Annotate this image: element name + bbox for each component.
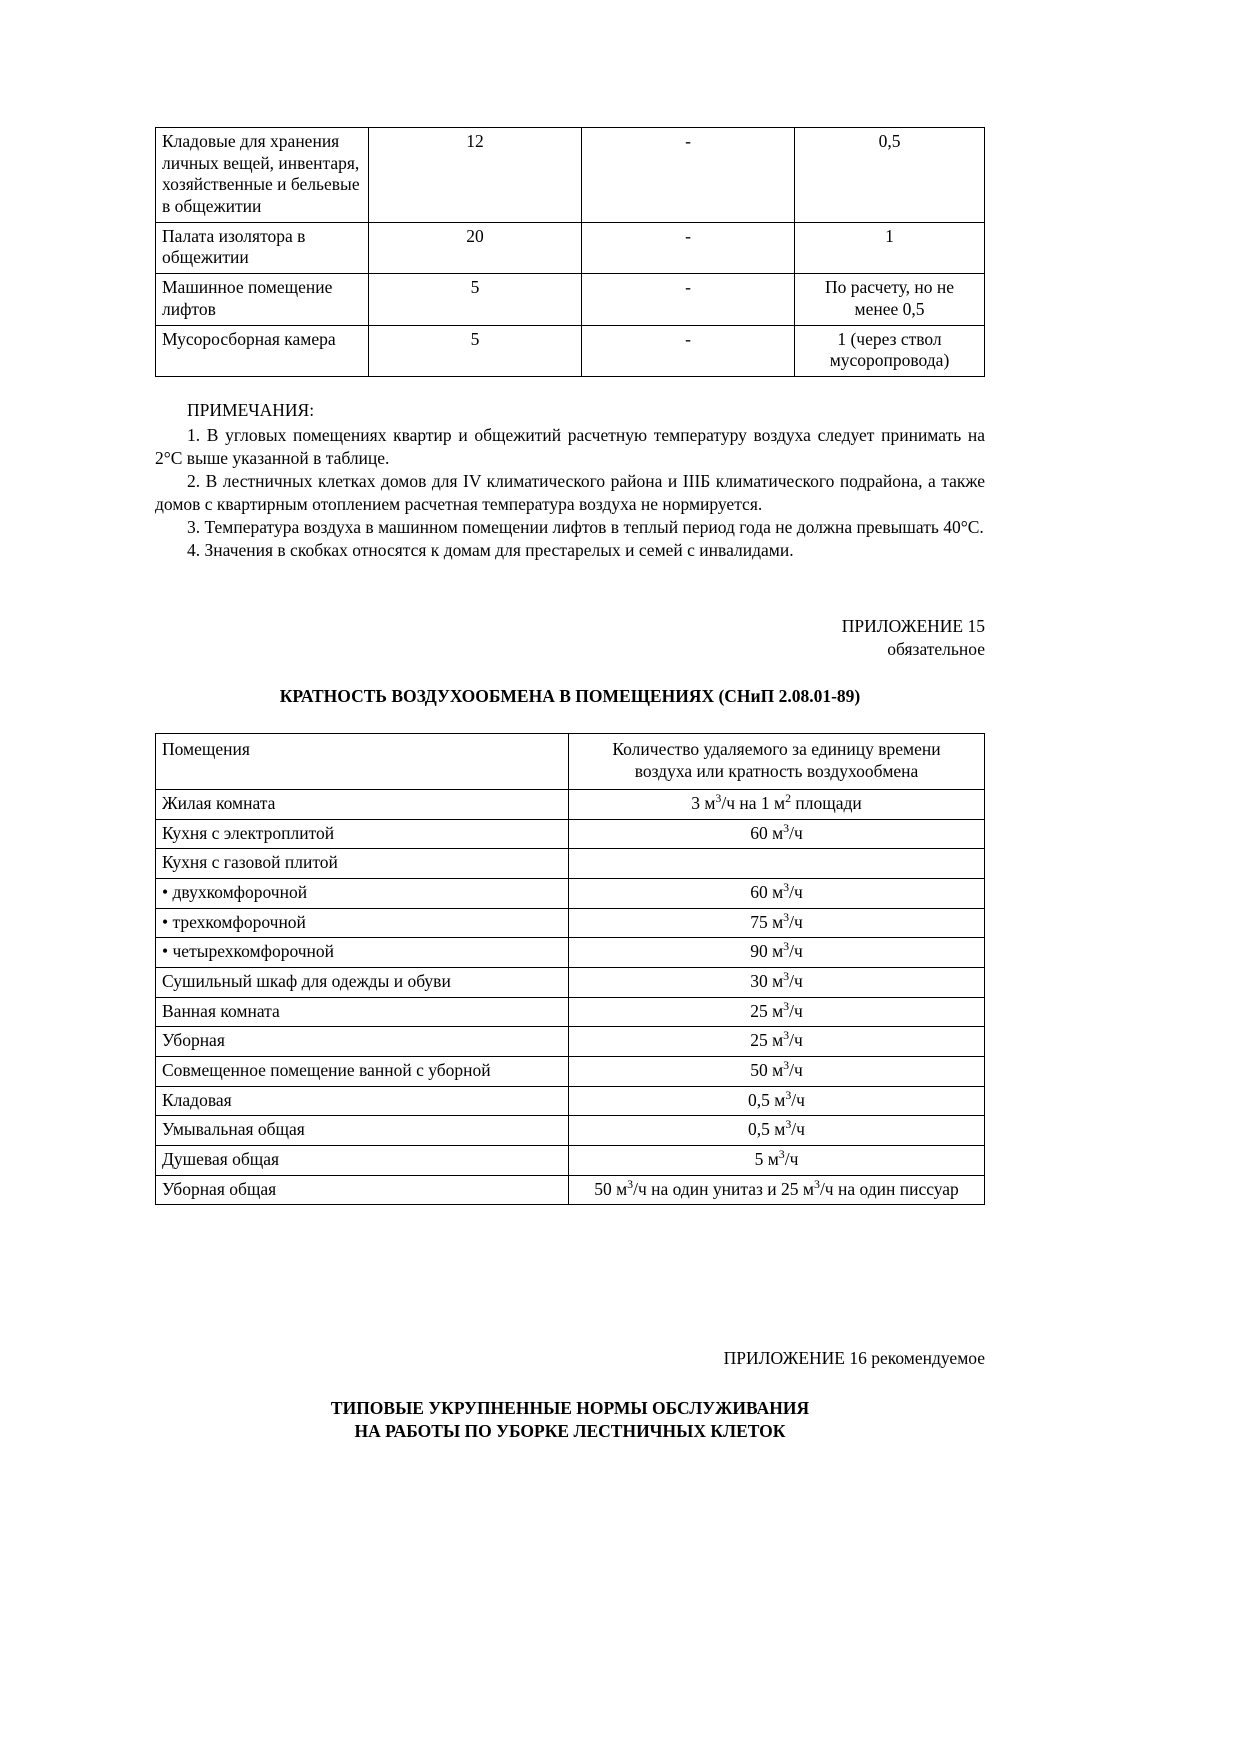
appendix-16-status: рекомендуемое	[871, 1348, 985, 1369]
room-name-cell: Уборная	[156, 1027, 569, 1057]
temperature-cell: 12	[369, 128, 582, 223]
page-content	[155, 0, 985, 1443]
air-exchange-cell: 1 (через ствол мусоропровода)	[795, 325, 985, 376]
air-value-cell: 50 $м^3/ч$	[569, 1057, 985, 1087]
appendix-16-header	[155, 1347, 985, 1370]
room-name-cell: Палата изолятора в общежитии	[156, 222, 369, 273]
room-name-cell: Машинное помещение лифтов	[156, 274, 369, 325]
air-value-cell: 3 $м^3/ч$ на 1 $м^2$ площади	[569, 789, 985, 819]
table-row	[156, 789, 985, 819]
air-value-cell: 60 $м^3/ч$	[569, 819, 985, 849]
room-name-cell: Совмещенное помещение ванной с уборной	[156, 1057, 569, 1087]
room-name-cell: Кухня с электроплитой	[156, 819, 569, 849]
table-row	[156, 819, 985, 849]
header-air-volume	[569, 734, 985, 789]
appendix-16-title-line2: НА РАБОТЫ ПО УБОРКЕ ЛЕСТНИЧНЫХ КЛЕТОК	[354, 1420, 786, 1441]
temperature-table-body	[156, 128, 985, 377]
room-name-cell: Душевая общая	[156, 1146, 569, 1176]
air-value-cell: 60 $м^3/ч$	[569, 878, 985, 908]
air-value-cell	[569, 849, 985, 879]
table-row	[156, 938, 985, 968]
air-value-cell: 30 $м^3/ч$	[569, 967, 985, 997]
temperature-table	[155, 127, 985, 377]
table-row	[156, 1116, 985, 1146]
notes-heading: ПРИМЕЧАНИЯ:	[187, 399, 315, 420]
table-row	[156, 325, 985, 376]
room-name-cell: • трехкомфорочной	[156, 908, 569, 938]
table-row	[156, 1175, 985, 1205]
table-row	[156, 274, 985, 325]
air-exchange-cell: 1	[795, 222, 985, 273]
header-air-volume-line1: Количество удаляемого за единицу времени	[612, 739, 941, 760]
room-name-cell: Ванная комната	[156, 997, 569, 1027]
appendix-16-label: ПРИЛОЖЕНИЕ 16	[723, 1348, 867, 1369]
appendix-15-label: ПРИЛОЖЕНИЕ 15	[841, 615, 985, 636]
table-row	[156, 1146, 985, 1176]
room-name-cell: Кухня с газовой плитой	[156, 849, 569, 879]
air-value-cell: 75 $м^3/ч$	[569, 908, 985, 938]
air-value-cell: 0,5 $м^3/ч$	[569, 1116, 985, 1146]
appendix-16-title-line1: ТИПОВЫЕ УКРУПНЕННЫЕ НОРМЫ ОБСЛУЖИВАНИЯ	[330, 1397, 810, 1418]
air-value-cell: 25 $м^3/ч$	[569, 1027, 985, 1057]
table-row	[156, 1027, 985, 1057]
room-name-cell: Умывальная общая	[156, 1116, 569, 1146]
air-exchange-table	[155, 733, 985, 1205]
temperature-cell: 20	[369, 222, 582, 273]
air-value-cell: 5 $м^3/ч$	[569, 1146, 985, 1176]
table-row	[156, 222, 985, 273]
room-name-cell: Жилая комната	[156, 789, 569, 819]
note-item: 1. В угловых помещениях квартир и общежитий расчетную температуру воздуха следует принимать на 2°С выше указанной в таблице.	[155, 424, 985, 469]
table-row	[156, 967, 985, 997]
room-name-cell: • четырехкомфорочной	[156, 938, 569, 968]
note-item: 3. Температура воздуха в машинном помещении лифтов в теплый период года не должна превышать 40°С.	[187, 517, 984, 538]
note-item: 4. Значения в скобках относятся к домам для престарелых и семей с инвалидами.	[187, 540, 794, 561]
second-value-cell: -	[582, 325, 795, 376]
room-name-cell: Мусоросборная камера	[156, 325, 369, 376]
notes-section	[155, 399, 985, 563]
note-item: 2. В лестничных клетках домов для IV климатического района и IIIБ климатического подрайона, а также домов с квартирным отоплением расчетная температура воздуха не нормируется.	[155, 471, 985, 515]
air-value-cell: 90 $м^3/ч$	[569, 938, 985, 968]
table-row	[156, 128, 985, 223]
appendix-15-header	[155, 615, 985, 661]
table-row	[156, 997, 985, 1027]
room-name-cell: Кладовая	[156, 1086, 569, 1116]
temperature-cell: 5	[369, 274, 582, 325]
second-value-cell: -	[582, 128, 795, 223]
second-value-cell: -	[582, 222, 795, 273]
table-row	[156, 1057, 985, 1087]
air-value-cell: 50 $м^3/ч$ на один унитаз и 25 $м^3/ч$ на один писсуар	[569, 1175, 985, 1205]
table-row	[156, 878, 985, 908]
table-row	[156, 1086, 985, 1116]
appendix-15-title: КРАТНОСТЬ ВОЗДУХООБМЕНА В ПОМЕЩЕНИЯХ (СНиП 2.08.01-89)	[279, 685, 861, 706]
air-exchange-table-body	[156, 734, 985, 1205]
table-row	[156, 908, 985, 938]
temperature-cell: 5	[369, 325, 582, 376]
air-exchange-cell: По расчету, но не менее 0,5	[795, 274, 985, 325]
header-premises: Помещения	[156, 734, 569, 789]
room-name-cell: • двухкомфорочной	[156, 878, 569, 908]
appendix-15-status: обязательное	[887, 638, 985, 659]
second-value-cell: -	[582, 274, 795, 325]
room-name-cell: Сушильный шкаф для одежды и обуви	[156, 967, 569, 997]
header-air-volume-line2: воздуха или кратность воздухообмена	[634, 761, 919, 782]
room-name-cell: Кладовые для хранения личных вещей, инвентаря, хозяйственные и бельевые в общежитии	[156, 128, 369, 223]
table-header-row	[156, 734, 985, 789]
table-row	[156, 849, 985, 879]
appendix-16-title	[155, 1397, 985, 1443]
air-value-cell: 25 $м^3/ч$	[569, 997, 985, 1027]
air-value-cell: 0,5 $м^3/ч$	[569, 1086, 985, 1116]
room-name-cell: Уборная общая	[156, 1175, 569, 1205]
air-exchange-cell: 0,5	[795, 128, 985, 223]
